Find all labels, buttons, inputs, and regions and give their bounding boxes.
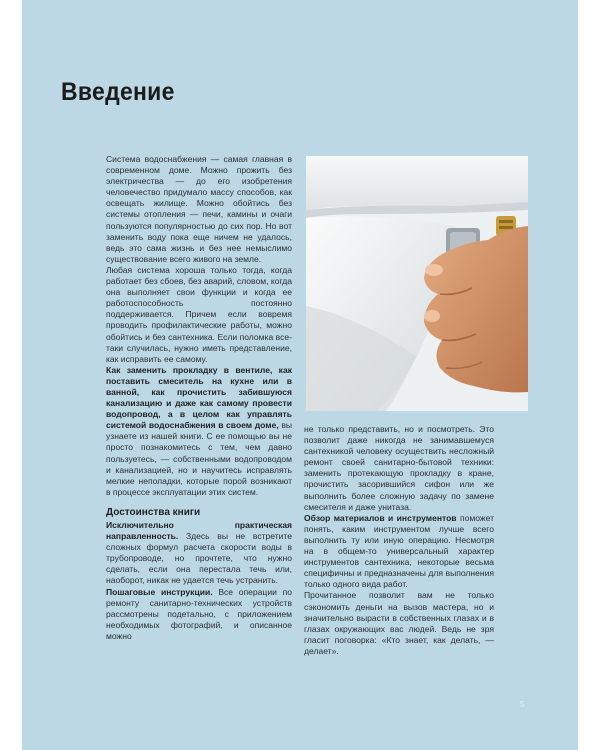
continuation-paragraph: не только представить, но и посмотреть. Это позволит даже никогда не занимавшемуся сантехникой человеку осуществить несложный ремонт своей санитарно-бытовой техники: заменить протекающую прокладку в кране, прочистить засорившийся сифон или же выполнить более сложную задачу по замене смесителя и даже унитаза. bbox=[304, 424, 494, 512]
instructions-paragraph bbox=[106, 587, 292, 642]
book-contents-bold: Как заменить прокладку в вентиле, как поставить смеситель на кухне или в ванной, как прочистить забившуюся канализацию и даже как самому провести водопровод, а в целом как управлять системой водоснабжения в своем доме, bbox=[106, 364, 292, 431]
instructions-text: Все операции по ремонту санитарно-технических устройств рассмотрены подетально, с приложением необходимых фотографий, и описанное можно bbox=[106, 586, 292, 641]
tools-paragraph bbox=[304, 513, 494, 591]
book-page bbox=[22, 0, 578, 750]
section-heading: Достоинства книги bbox=[106, 506, 201, 518]
practical-text: Здесь вы не встретите сложных формул расчета скорости воды в трубопроводе, но прочтете, что нужно сделать, если она перестала течь или, наоборот, никак не удается течь устранить. bbox=[106, 531, 292, 586]
hand-tightening-toilet-valve-photo bbox=[306, 156, 528, 411]
closing-paragraph: Прочитанное позволит вам не только сэкономить деньги на вызов мастера, но и значительно вырасти в собственных глазах и в глазах окружающих вас людей. Ведь не зря гласит поговорка: «Кто знает, как делать, — делает». bbox=[304, 590, 494, 656]
book-contents-paragraph bbox=[106, 365, 292, 498]
page-number: 5 bbox=[520, 700, 525, 709]
book-contents-text: вы узнаете из нашей книги. С ее помощью вы не просто познакомитесь с тем, чем давно пользуетесь, — собственными водопроводом и канализацией, но и научитесь исправлять мелкие неполадки, которые порой возникают в процессе эксплуатации этих систем. bbox=[106, 420, 293, 497]
system-paragraph: Любая система хороша только тогда, когда работает без сбоев, без аварий, словом, когда она выполняет свои функции и когда ее работоспособность постоянно поддерживается. Причем если вовремя проводить профилактические работы, можно обойтись и без сантехника. Если поломка все-таки случилась, нужно иметь представление, как исправить ее самому. bbox=[106, 264, 292, 364]
page-title: Введение bbox=[61, 78, 175, 106]
instructions-bold: Пошаговые инструкции. bbox=[106, 586, 213, 597]
left-column bbox=[106, 154, 292, 642]
right-column bbox=[304, 424, 494, 657]
tools-text: поможет понять, каким инструментом лучше всего выполнить ту или иную операцию. Несмотря на в общем-то универсальный характер инструментов сантехника, некоторые весьма специфичны и предназначены для выполнения только одного вида работ. bbox=[304, 512, 494, 590]
intro-paragraph: Система водоснабжения — самая главная в современном доме. Можно прожить без электричества — до его изобретения человечество придумало массу способов, как освещать жилище. Можно обойтись без системы отопления — печи, камины и очаги пользуются популярностью до сих пор. Но вот заменить воду пока еще ничем не удалось, ведь это сама жизнь и без нее немыслимо существование всего живого на земле. bbox=[106, 154, 292, 264]
practical-bold: Исключительно практическая направленность. bbox=[106, 520, 292, 542]
practical-paragraph bbox=[106, 520, 292, 587]
tools-bold: Обзор материалов и инструментов bbox=[304, 512, 457, 523]
